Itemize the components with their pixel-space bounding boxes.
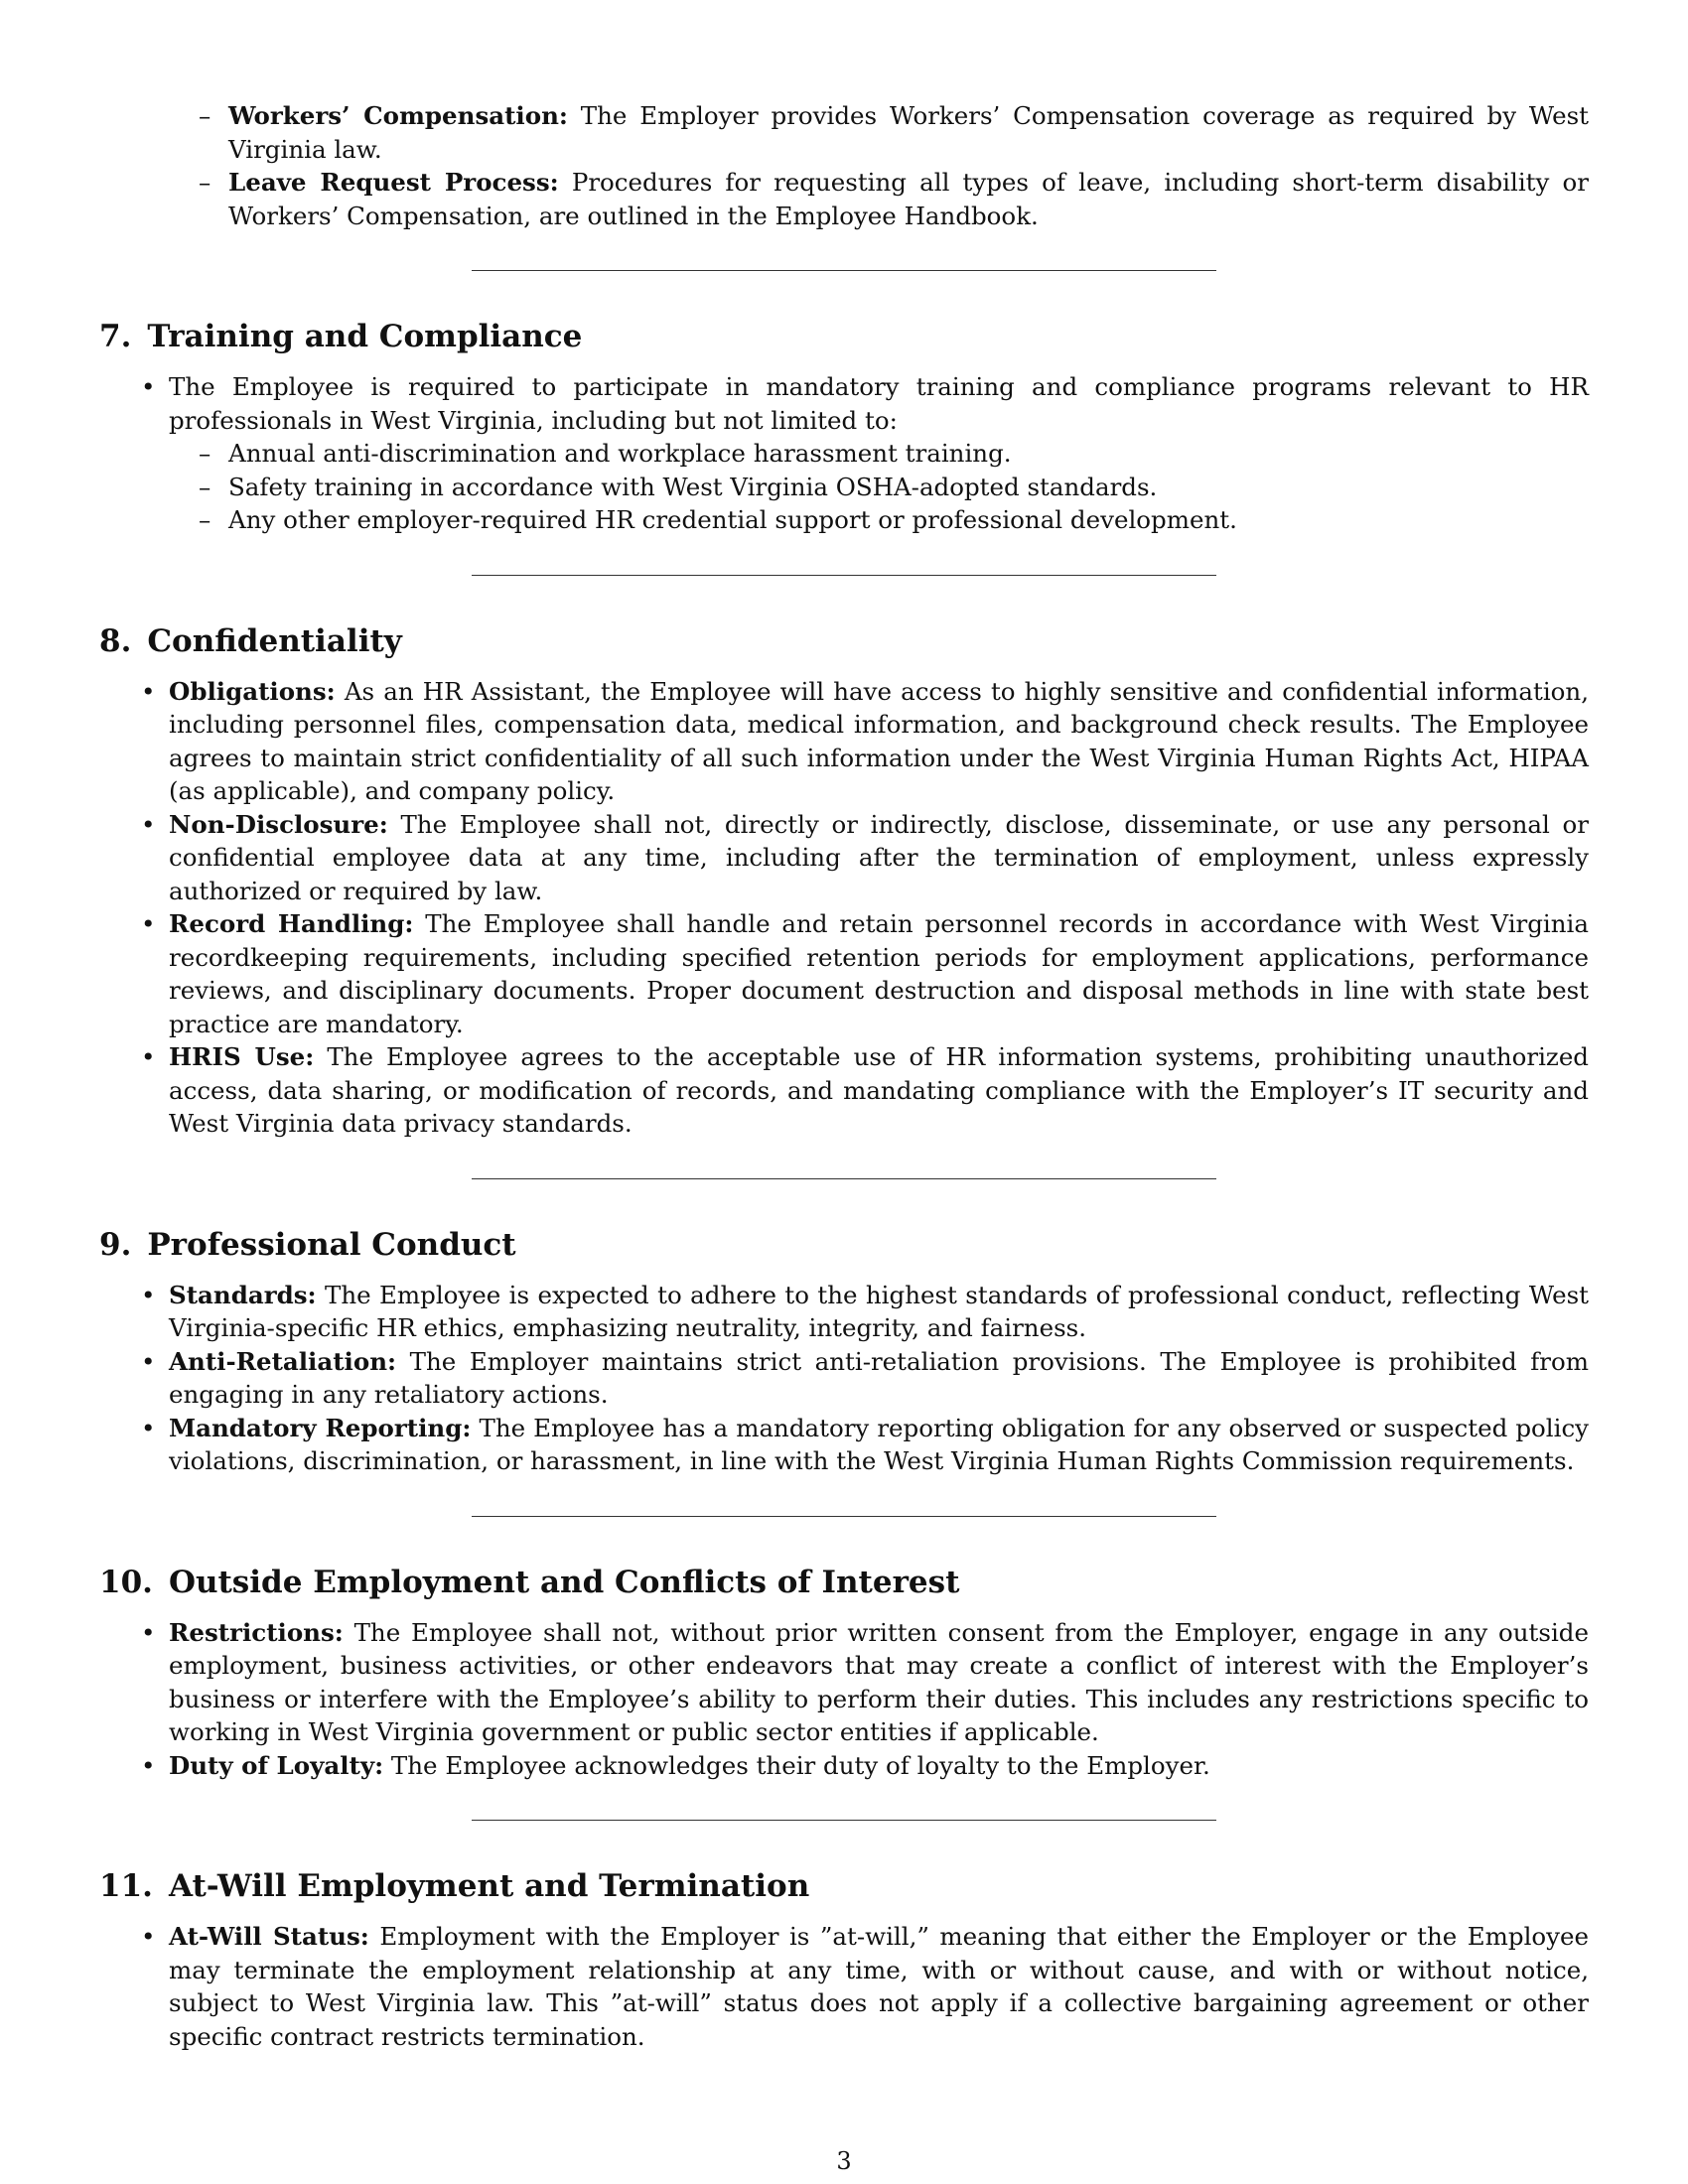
- section-heading: [99, 317, 1589, 356]
- list-item: [169, 1920, 1589, 2053]
- item-term: Restrictions:: [169, 1617, 344, 1647]
- item-text: The Employee agrees to the acceptable use of HR information systems, prohibiting unauthorized access, data sharing, or modification of records, and mandating compliance with the Employer’s IT security and West Virginia data privacy standards.: [169, 1042, 1589, 1138]
- item-term: Mandatory Reporting:: [169, 1413, 472, 1442]
- item-text: The Employee is expected to adhere to the highest standards of professional conduct, reflecting West Virginia-specific HR ethics, emphasizing neutrality, integrity, and fairness.: [169, 1280, 1589, 1342]
- list-item: [169, 1616, 1589, 1749]
- item-text: The Employee shall handle and retain personnel records in accordance with West Virginia recordkeeping requirements, including specified retention periods for employment applications, performance reviews, and disciplinary documents. Proper document destruction and disposal methods in line with state best practice are mandatory.: [169, 909, 1589, 1038]
- list-item: – Safety training in accordance with West Virginia OSHA-adopted standards.: [228, 471, 1589, 504]
- section-divider: [472, 1178, 1216, 1179]
- list-item: – Annual anti-discrimination and workplace harassment training.: [228, 437, 1589, 471]
- item-text: As an HR Assistant, the Employee will have access to highly sensitive and confidential information, including personnel files, compensation data, medical information, and background check results. The Employee agrees to maintain strict confidentiality of all such information under the West Virginia Human Rights Act, HIPAA (as applicable), and company policy.: [169, 676, 1589, 805]
- section-divider: [472, 1820, 1216, 1821]
- page-number: 3: [836, 2147, 852, 2175]
- section-number: 7.: [99, 319, 132, 354]
- item-text: The Employee shall not, without prior written consent from the Employer, engage in any outside employment, business activities, or other endeavors that may create a conflict of interest with the Employer’s business or interfere with the Employee’s ability to perform their duties. This includes any restrictions specific to working in West Virginia government or public sector entities if applicable.: [169, 1617, 1589, 1746]
- document-page: [99, 99, 1589, 2053]
- list-item: [169, 675, 1589, 808]
- item-text: The Employee shall not, directly or indirectly, disclose, disseminate, or use any personal or confidential employee data at any time, including after the termination of employment, unless expressly authorized or required by law.: [169, 809, 1589, 905]
- section-bullets: [99, 675, 1589, 1141]
- section-title: Professional Conduct: [147, 1226, 516, 1263]
- section-title: Outside Employment and Conflicts of Interest: [168, 1564, 960, 1600]
- list-item: [169, 1279, 1589, 1345]
- item-text: Employment with the Employer is ”at-will,” meaning that either the Employer or the Employee may terminate the employment relationship at any time, with or without cause, and with or without notice, subject to West Virginia law. This ”at-will” status does not apply if a collective bargaining agreement or other specific contract restricts termination.: [169, 1922, 1589, 2051]
- section-heading: [99, 1563, 1589, 1602]
- item-term: Non-Disclosure:: [169, 809, 388, 839]
- item-term: Obligations:: [169, 676, 336, 706]
- list-item: [228, 99, 1589, 166]
- item-text: The Employee acknowledges their duty of loyalty to the Employer.: [383, 1750, 1210, 1780]
- training-subitems: [169, 437, 1589, 537]
- section-heading: [99, 1225, 1589, 1265]
- list-item: [169, 1749, 1589, 1783]
- section-title: Confidentiality: [147, 622, 402, 659]
- item-text: The Employee is required to participate in mandatory training and compliance programs relevant to HR professionals in West Virginia, including but not limited to:: [169, 372, 1589, 435]
- section-bullets: [99, 1920, 1589, 2053]
- item-text: Procedures for requesting all types of leave, including short-term disability or Workers’ Compensation, are outlined in the Employee Handbook.: [228, 168, 1589, 230]
- list-item: [169, 1040, 1589, 1141]
- section-heading: [99, 621, 1589, 661]
- list-item: [169, 808, 1589, 908]
- section-number: 9.: [99, 1226, 132, 1263]
- section-divider: [472, 575, 1216, 576]
- item-term: Workers’ Compensation:: [228, 101, 568, 130]
- section-bullets: [99, 370, 1589, 537]
- item-text: The Employer maintains strict anti-retaliation provisions. The Employee is prohibited from engaging in any retaliatory actions.: [169, 1346, 1589, 1409]
- list-item: [169, 370, 1589, 537]
- list-item: – Any other employer-required HR credential support or professional development.: [228, 503, 1589, 537]
- section-bullets: [99, 1279, 1589, 1478]
- section-title: At-Will Employment and Termination: [168, 1868, 810, 1904]
- section-title: Training and Compliance: [147, 319, 583, 354]
- item-term: Leave Request Process:: [228, 168, 559, 197]
- section-divider: [472, 1516, 1216, 1517]
- section-number: 8.: [99, 622, 132, 659]
- list-item: [169, 1345, 1589, 1412]
- leave-subitems: [99, 99, 1589, 232]
- list-item: [169, 1412, 1589, 1478]
- item-term: HRIS Use:: [169, 1042, 315, 1071]
- section-divider: [472, 270, 1216, 271]
- item-term: Duty of Loyalty:: [169, 1750, 384, 1780]
- item-text: The Employer provides Workers’ Compensation coverage as required by West Virginia law.: [228, 101, 1590, 164]
- item-term: Anti-Retaliation:: [169, 1346, 397, 1376]
- item-text: The Employee has a mandatory reporting obligation for any observed or suspected policy violations, discrimination, or harassment, in line with the West Virginia Human Rights Commission requirements.: [169, 1413, 1590, 1475]
- list-item: [228, 166, 1589, 232]
- item-term: Standards:: [169, 1280, 317, 1309]
- section-number: 10.: [99, 1564, 153, 1600]
- section-heading: [99, 1866, 1589, 1906]
- item-term: At-Will Status:: [169, 1922, 369, 1951]
- section-number: 11.: [99, 1868, 153, 1904]
- section-bullets: [99, 1616, 1589, 1783]
- list-item: [169, 907, 1589, 1040]
- item-term: Record Handling:: [169, 909, 414, 938]
